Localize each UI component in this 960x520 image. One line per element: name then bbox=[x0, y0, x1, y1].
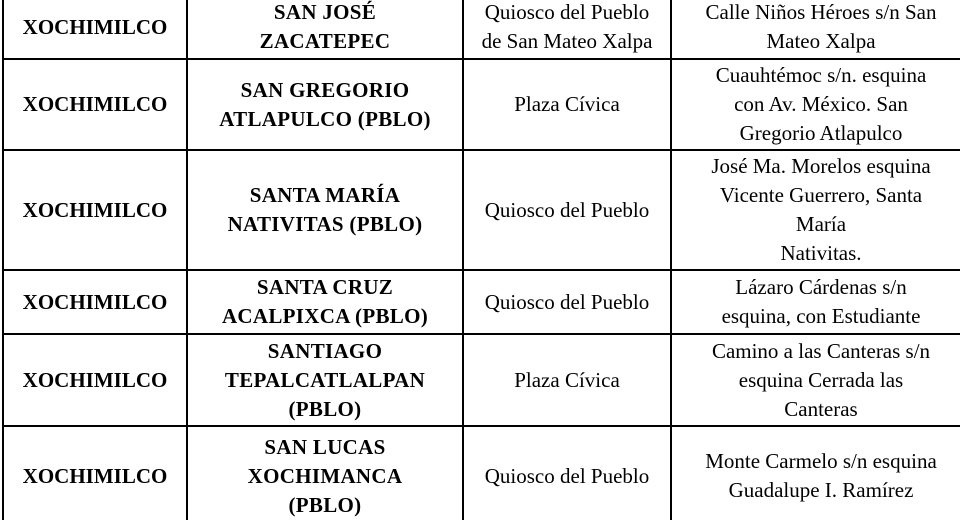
alcaldia-cell bbox=[3, 270, 187, 334]
lugar-cell bbox=[463, 426, 671, 520]
table-row bbox=[3, 426, 960, 520]
direccion-line: esquina Cerrada las bbox=[738, 367, 904, 392]
colonia-line: NATIVITAS (PBLO) bbox=[227, 212, 423, 236]
table-row bbox=[3, 150, 960, 270]
direccion-cell bbox=[671, 0, 960, 59]
direccion-cell bbox=[671, 59, 960, 150]
lugar-line: Quiosco del Pueblo bbox=[484, 289, 650, 314]
lugar-line: Quiosco del Pueblo bbox=[484, 463, 650, 488]
lugar-line: Plaza Cívica bbox=[514, 92, 620, 116]
lugar-cell bbox=[463, 150, 671, 270]
direccion-cell bbox=[671, 334, 960, 426]
colonia-line: TEPALCATLALPAN bbox=[224, 367, 426, 392]
colonia-line: ZACATEPEC bbox=[259, 29, 391, 53]
colonia-line: SANTA CRUZ bbox=[256, 275, 394, 299]
colonia-line: ACALPIXCA (PBLO) bbox=[221, 304, 429, 328]
lugar-line: Quiosco del Pueblo bbox=[484, 197, 650, 222]
direccion-line: Cuauhtémoc s/n. esquina bbox=[715, 63, 927, 87]
direccion-line: Monte Carmelo s/n esquina bbox=[705, 449, 937, 473]
alcaldia-text: XOCHIMILCO bbox=[22, 289, 168, 314]
direccion-line: Camino a las Canteras s/n bbox=[711, 338, 931, 363]
direccion-line: Lázaro Cárdenas s/n bbox=[735, 275, 907, 299]
direccion-cell bbox=[671, 270, 960, 334]
colonia-cell bbox=[187, 426, 463, 520]
colonia-line: (PBLO) bbox=[288, 492, 362, 517]
direccion-cell bbox=[671, 150, 960, 270]
direccion-line: Guadalupe I. Ramírez bbox=[728, 478, 914, 502]
colonia-line: SANTIAGO bbox=[267, 338, 383, 363]
colonia-line: SAN LUCAS bbox=[264, 434, 386, 459]
alcaldia-text: XOCHIMILCO bbox=[22, 92, 168, 116]
lugar-cell bbox=[463, 334, 671, 426]
alcaldia-cell bbox=[3, 334, 187, 426]
table-row bbox=[3, 270, 960, 334]
alcaldia-cell bbox=[3, 426, 187, 520]
direccion-line: Gregorio Atlapulco bbox=[739, 121, 903, 145]
direccion-line: Mateo Xalpa bbox=[766, 29, 876, 53]
table-row bbox=[3, 334, 960, 426]
colonia-line: SAN JOSÉ bbox=[273, 0, 377, 24]
table-row bbox=[3, 0, 960, 59]
colonia-cell bbox=[187, 334, 463, 426]
colonia-line: ATLAPULCO (PBLO) bbox=[219, 106, 431, 131]
colonia-cell bbox=[187, 0, 463, 59]
table-row bbox=[3, 59, 960, 150]
direccion-line: Nativitas. bbox=[780, 241, 862, 265]
alcaldia-text: XOCHIMILCO bbox=[22, 197, 168, 222]
lugar-line: Plaza Cívica bbox=[514, 367, 620, 392]
lugar-cell bbox=[463, 270, 671, 334]
alcaldia-cell bbox=[3, 150, 187, 270]
direccion-line: María bbox=[795, 212, 847, 236]
direccion-line: José Ma. Morelos esquina bbox=[711, 154, 931, 178]
lugar-cell bbox=[463, 0, 671, 59]
colonia-line: XOCHIMANCA bbox=[247, 463, 403, 488]
alcaldia-text: XOCHIMILCO bbox=[22, 463, 168, 488]
direccion-line: con Av. México. San bbox=[734, 92, 908, 116]
alcaldia-cell bbox=[3, 0, 187, 59]
direccion-line: esquina, con Estudiante bbox=[721, 304, 921, 328]
direccion-cell bbox=[671, 426, 960, 520]
direccion-line: Canteras bbox=[784, 396, 858, 421]
colonia-cell bbox=[187, 59, 463, 150]
alcaldia-text: XOCHIMILCO bbox=[22, 367, 168, 392]
direccion-line: Vicente Guerrero, Santa bbox=[719, 183, 923, 207]
alcaldia-text: XOCHIMILCO bbox=[22, 14, 168, 39]
table-body bbox=[3, 0, 960, 520]
colonia-cell bbox=[187, 150, 463, 270]
colonia-cell bbox=[187, 270, 463, 334]
direccion-line: Calle Niños Héroes s/n San bbox=[705, 0, 937, 24]
colonia-line: (PBLO) bbox=[288, 396, 362, 421]
lugar-line: Quiosco del Pueblo bbox=[484, 0, 650, 24]
locations-table bbox=[2, 0, 960, 520]
lugar-cell bbox=[463, 59, 671, 150]
colonia-line: SAN GREGORIO bbox=[240, 77, 410, 102]
alcaldia-cell bbox=[3, 59, 187, 150]
lugar-line: de San Mateo Xalpa bbox=[481, 29, 653, 53]
colonia-line: SANTA MARÍA bbox=[249, 183, 401, 207]
